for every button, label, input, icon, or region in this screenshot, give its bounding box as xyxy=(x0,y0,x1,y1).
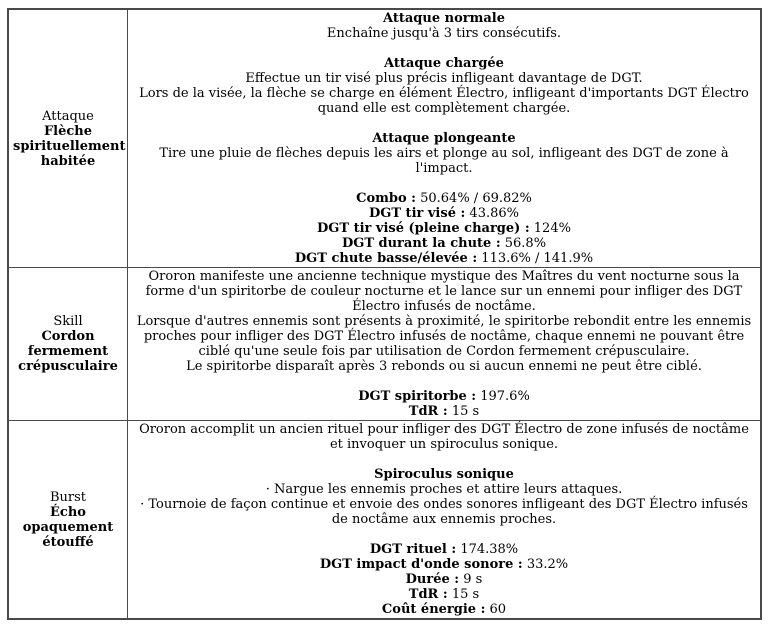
stat-line: TdR : 15 s xyxy=(408,587,480,602)
stat-label: DGT spiritorbe : xyxy=(358,389,477,404)
stat-label: Durée : xyxy=(405,572,460,587)
stat-line: DGT tir visé : 43.86% xyxy=(368,206,519,221)
table-row-burst xyxy=(8,421,761,620)
stat-label: Combo : xyxy=(356,191,416,206)
skills-table xyxy=(7,8,762,620)
spacer-line xyxy=(132,116,756,131)
skill-category: Skill xyxy=(53,314,83,329)
section-heading: Attaque plongeante xyxy=(372,131,516,146)
spacer-line xyxy=(132,527,756,542)
skill-description-cell-skill xyxy=(128,268,762,421)
stat-line: DGT rituel : 174.38% xyxy=(369,542,519,557)
section-heading: Spiroculus sonique xyxy=(374,467,514,482)
stat-line: DGT spiritorbe : 197.6% xyxy=(358,389,530,404)
skill-type-cell-skill xyxy=(8,268,128,421)
stat-label: TdR : xyxy=(408,404,448,419)
stat-label: DGT rituel : xyxy=(369,542,457,557)
skill-type-cell-burst xyxy=(8,421,128,620)
skill-description-cell-attack xyxy=(128,9,762,268)
spacer-line xyxy=(132,452,756,467)
stat-label: DGT durant la chute : xyxy=(341,236,501,251)
stat-label: DGT chute basse/élevée : xyxy=(294,251,478,266)
table-row-skill xyxy=(8,268,761,421)
skill-description-cell-burst xyxy=(128,421,762,620)
stat-line: DGT tir visé (pleine charge) : 124% xyxy=(317,221,571,236)
stat-label: DGT tir visé : xyxy=(368,206,466,221)
stat-line: Durée : 9 s xyxy=(405,572,483,587)
stat-line: DGT impact d'onde sonore : 33.2% xyxy=(319,557,569,572)
description-line: Ororon accomplit un ancien rituel pour infliger des DGT Électro de zone infusés de noctâme et invoquer un spiroculus sonique. xyxy=(139,422,749,452)
description-line: Lorsque d'autres ennemis sont présents à proximité, le spiritorbe rebondit entre les ennemis proches pour infliger des DGT Électro infusés de noctâme, chaque ennemi ne pouvant être ciblé qu'une seule fois par utilisation de Cordon fermement crépusculaire. xyxy=(136,314,752,359)
section-heading: Attaque chargée xyxy=(384,56,504,71)
skill-name: Écho opaquement étouffé xyxy=(22,504,114,550)
description-line: Le spiritorbe disparaît après 3 rebonds ou si aucun ennemi ne peut être ciblé. xyxy=(186,359,702,374)
skill-category: Burst xyxy=(49,489,87,505)
stat-label: Coût énergie : xyxy=(381,602,486,617)
stat-line: DGT chute basse/élevée : 113.6% / 141.9% xyxy=(294,251,594,266)
spacer-line xyxy=(132,176,756,191)
description-line: Ororon manifeste une ancienne technique mystique des Maîtres du vent nocturne sous la forme d'un spiritorbe de couleur nocturne et le lance sur un ennemi pour infliger des DGT Électro infusés de noctâme. xyxy=(145,269,743,314)
description-line: Lors de la visée, la flèche se charge en élément Électro, infligeant d'importants DGT Électro quand elle est complètement chargée. xyxy=(139,86,749,116)
skill-type-cell-attack xyxy=(8,9,128,268)
description-line: · Nargue les ennemis proches et attire leurs attaques. xyxy=(265,482,623,497)
skill-name: Cordon fermement crépusculaire xyxy=(18,329,118,374)
spacer-line xyxy=(132,41,756,56)
stat-label: TdR : xyxy=(408,587,448,602)
stat-line: TdR : 15 s xyxy=(408,404,480,419)
table-row-attack xyxy=(8,9,761,268)
description-line: · Tournoie de façon continue et envoie des ondes sonores infligeant des DGT Électro infusés de noctâme aux ennemis proches. xyxy=(140,497,748,527)
section-heading: Attaque normale xyxy=(383,11,505,26)
stat-label: DGT tir visé (pleine charge) : xyxy=(317,221,530,236)
stat-line: Coût énergie : 60 xyxy=(381,602,507,617)
skill-category: Attaque xyxy=(42,108,94,124)
description-line: Tire une pluie de flèches depuis les airs et plonge au sol, infligeant des DGT de zone à l'impact. xyxy=(159,146,729,176)
stat-label: DGT impact d'onde sonore : xyxy=(319,557,523,572)
spacer-line xyxy=(132,374,756,389)
description-line: Enchaîne jusqu'à 3 tirs consécutifs. xyxy=(326,26,562,41)
stat-line: DGT durant la chute : 56.8% xyxy=(341,236,547,251)
stat-line: Combo : 50.64% / 69.82% xyxy=(356,191,532,206)
description-line: Effectue un tir visé plus précis infligeant davantage de DGT. xyxy=(245,71,643,86)
skill-name: Flèche spirituellement habitée xyxy=(13,123,126,169)
